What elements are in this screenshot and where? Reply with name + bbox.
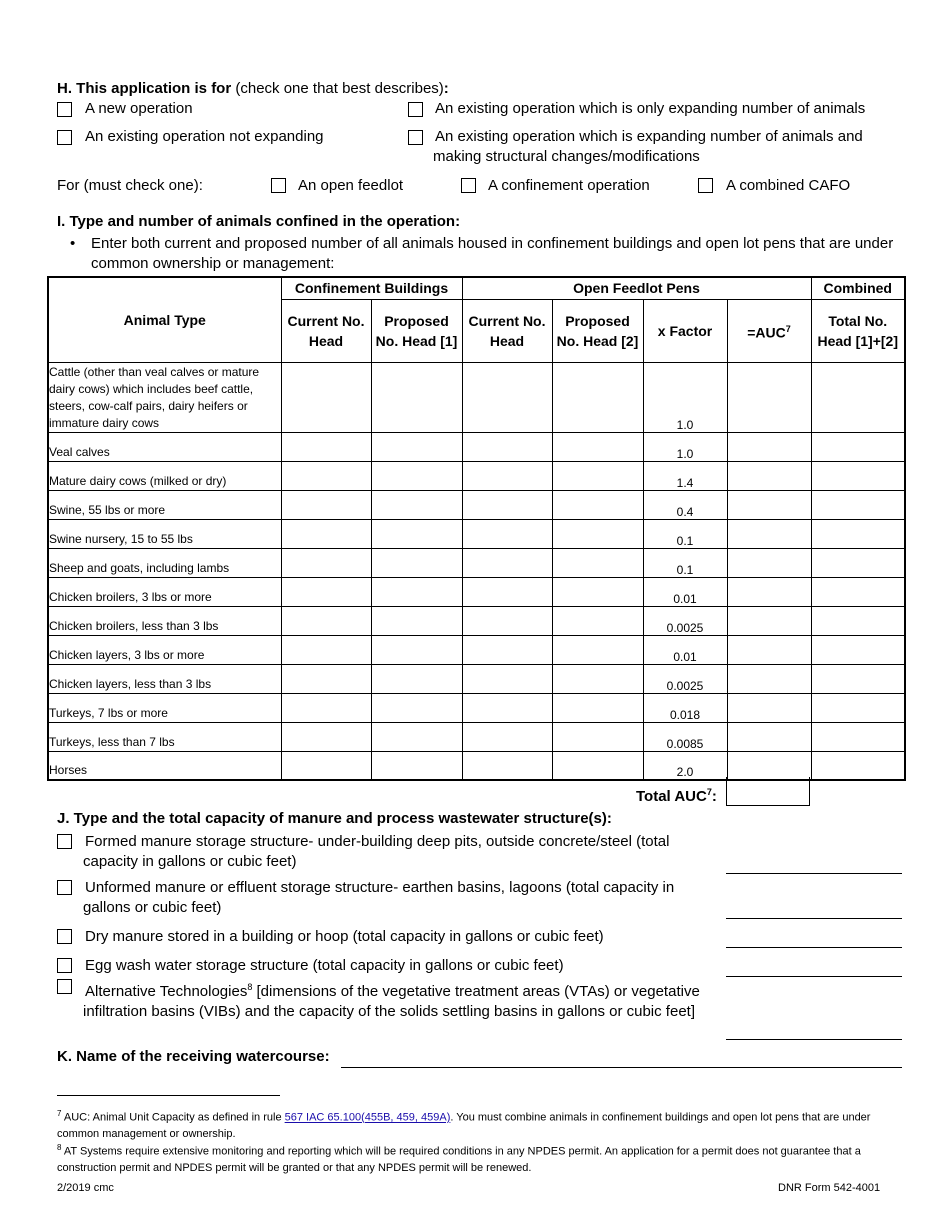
open-proposed-cell[interactable] — [552, 664, 643, 693]
section-i-instruction: Enter both current and proposed number of all animals housed in confinement buildings and open lot pens that are under common ownership or management: — [91, 235, 894, 272]
footer-form-number: DNR Form 542-4001 — [778, 1182, 881, 1194]
x-factor-cell: 0.01 — [643, 635, 727, 664]
open-proposed-cell[interactable] — [552, 461, 643, 490]
animal-type-cell: Turkeys, 7 lbs or more — [48, 693, 281, 722]
open-current-cell[interactable] — [462, 577, 552, 606]
not-expanding-label: An existing operation not expanding — [85, 128, 324, 145]
conf-proposed-cell[interactable] — [371, 751, 462, 780]
open-proposed-cell[interactable] — [552, 432, 643, 461]
total-no-head-cell[interactable] — [811, 577, 905, 606]
open-current-cell[interactable] — [462, 635, 552, 664]
conf-current-cell[interactable] — [281, 461, 371, 490]
total-auc-field[interactable] — [726, 777, 810, 806]
open-current-cell[interactable] — [462, 461, 552, 490]
col-animal-type: Animal Type — [48, 277, 281, 362]
total-no-head-cell[interactable] — [811, 490, 905, 519]
rule-link[interactable]: 567 IAC 65.100(455B, 459, 459A) — [284, 1111, 451, 1124]
x-factor-cell: 1.4 — [643, 461, 727, 490]
conf-proposed-cell[interactable] — [371, 519, 462, 548]
conf-current-cell[interactable] — [281, 362, 371, 432]
animal-type-cell: Horses — [48, 751, 281, 780]
table-row — [48, 577, 905, 606]
total-no-head-cell[interactable] — [811, 751, 905, 780]
open-current-cell[interactable] — [462, 519, 552, 548]
not-expanding-checkbox[interactable] — [57, 130, 72, 145]
total-no-head-cell[interactable] — [811, 693, 905, 722]
bullet-icon: • — [70, 235, 76, 252]
x-factor-cell: 0.018 — [643, 693, 727, 722]
table-row — [48, 664, 905, 693]
col-open-current: Current No. Head — [462, 299, 552, 362]
for-must-check-label: For (must check one): — [57, 177, 203, 194]
egg-wash-checkbox[interactable] — [57, 958, 72, 973]
conf-proposed-cell[interactable] — [371, 635, 462, 664]
open-proposed-cell[interactable] — [552, 751, 643, 780]
conf-current-cell[interactable] — [281, 606, 371, 635]
conf-current-cell[interactable] — [281, 519, 371, 548]
confinement-checkbox[interactable] — [461, 178, 476, 193]
auc-cell[interactable] — [727, 432, 811, 461]
auc-cell[interactable] — [727, 490, 811, 519]
x-factor-cell: 0.01 — [643, 577, 727, 606]
animal-type-cell: Chicken layers, 3 lbs or more — [48, 635, 281, 664]
egg-wash-capacity-field[interactable] — [726, 976, 902, 977]
open-feedlot-checkbox[interactable] — [271, 178, 286, 193]
footnote-7: $^7$ AUC: Animal Unit Capacity as defined in rule 567 IAC 65.100(455B, 459, 459A). You must combine animals in confinement buildings and open lot pens that are under common management or ownership. — [57, 1109, 871, 1140]
table-row — [48, 548, 905, 577]
conf-proposed-cell[interactable] — [371, 432, 462, 461]
combined-cafo-checkbox[interactable] — [698, 178, 713, 193]
animal-type-cell: Sheep and goats, including lambs — [48, 548, 281, 577]
table-row — [48, 490, 905, 519]
auc-cell[interactable] — [727, 519, 811, 548]
open-current-cell[interactable] — [462, 693, 552, 722]
alt-tech-label: Alternative Technologies$^8$ [dimensions of the vegetative treatment areas (VTAs) or vegetative infiltration basins (VIBs) and the capacity of the solids settling basins in gallons or cubic feet] — [83, 982, 700, 1020]
conf-current-cell[interactable] — [281, 577, 371, 606]
open-proposed-cell[interactable] — [552, 606, 643, 635]
auc-cell[interactable] — [727, 606, 811, 635]
x-factor-cell: 0.4 — [643, 490, 727, 519]
new-operation-checkbox[interactable] — [57, 102, 72, 117]
x-factor-cell: 1.0 — [643, 432, 727, 461]
footer-date: 2/2019 cmc — [57, 1182, 114, 1194]
animal-type-cell: Swine nursery, 15 to 55 lbs — [48, 519, 281, 548]
open-proposed-cell[interactable] — [552, 490, 643, 519]
open-proposed-cell[interactable] — [552, 548, 643, 577]
open-proposed-cell[interactable] — [552, 693, 643, 722]
x-factor-cell: 1.0 — [643, 362, 727, 432]
open-proposed-cell[interactable] — [552, 362, 643, 432]
table-row — [48, 693, 905, 722]
total-no-head-cell[interactable] — [811, 548, 905, 577]
animal-type-cell: Chicken broilers, less than 3 lbs — [48, 606, 281, 635]
animal-type-cell: Veal calves — [48, 432, 281, 461]
formed-storage-label: Formed manure storage structure- under-building deep pits, outside concrete/steel (total capacity in gallons or cubic feet) — [83, 833, 670, 870]
open-proposed-cell[interactable] — [552, 577, 643, 606]
footnote-divider — [57, 1095, 280, 1096]
unformed-storage-capacity-field[interactable] — [726, 918, 902, 919]
table-row — [48, 751, 905, 780]
auc-cell[interactable] — [727, 577, 811, 606]
total-auc-label: Total AUC$^7$: — [636, 787, 717, 805]
expanding-animals-checkbox[interactable] — [408, 102, 423, 117]
total-no-head-cell[interactable] — [811, 664, 905, 693]
alt-tech-capacity-field[interactable] — [726, 1039, 902, 1040]
animal-type-cell: Swine, 55 lbs or more — [48, 490, 281, 519]
total-no-head-cell[interactable] — [811, 519, 905, 548]
open-current-cell[interactable] — [462, 664, 552, 693]
footnote-8: $^8$ AT Systems require extensive monitoring and reporting which will be required conditions in any NPDES permit. An application for a permit does not guarantee that a construction permit and NPDES permit will be granted or that any NPDES permit will be renewed. — [57, 1143, 861, 1174]
combined-cafo-label: A combined CAFO — [726, 177, 851, 194]
animal-type-cell: Mature dairy cows (milked or dry) — [48, 461, 281, 490]
table-row — [48, 519, 905, 548]
x-factor-cell: 0.0025 — [643, 606, 727, 635]
egg-wash-label: Egg wash water storage structure (total capacity in gallons or cubic feet) — [85, 957, 564, 974]
conf-current-cell[interactable] — [281, 722, 371, 751]
open-proposed-cell[interactable] — [552, 635, 643, 664]
open-current-cell[interactable] — [462, 751, 552, 780]
unformed-storage-checkbox[interactable] — [57, 880, 72, 895]
conf-proposed-cell[interactable] — [371, 722, 462, 751]
conf-current-cell[interactable] — [281, 432, 371, 461]
section-k-heading: K. Name of the receiving watercourse: — [57, 1048, 330, 1065]
open-current-cell[interactable] — [462, 722, 552, 751]
open-proposed-cell[interactable] — [552, 722, 643, 751]
conf-current-cell[interactable] — [281, 548, 371, 577]
col-open-proposed: Proposed No. Head [2] — [552, 299, 643, 362]
section-i-heading: I. Type and number of animals confined in the operation: — [57, 213, 461, 230]
table-row — [48, 635, 905, 664]
open-proposed-cell[interactable] — [552, 519, 643, 548]
table-row — [48, 362, 905, 432]
x-factor-cell: 2.0 — [643, 751, 727, 780]
conf-current-cell[interactable] — [281, 693, 371, 722]
auc-cell[interactable] — [727, 461, 811, 490]
expanding-structural-label: An existing operation which is expanding number of animals and making structural changes/modifications — [433, 128, 863, 165]
formed-storage-checkbox[interactable] — [57, 834, 72, 849]
total-no-head-cell[interactable] — [811, 722, 905, 751]
animal-type-cell: Turkeys, less than 7 lbs — [48, 722, 281, 751]
conf-proposed-cell[interactable] — [371, 490, 462, 519]
open-current-cell[interactable] — [462, 606, 552, 635]
conf-proposed-cell[interactable] — [371, 693, 462, 722]
open-current-cell[interactable] — [462, 432, 552, 461]
conf-proposed-cell[interactable] — [371, 606, 462, 635]
auc-cell[interactable] — [727, 751, 811, 780]
total-no-head-cell[interactable] — [811, 635, 905, 664]
dry-manure-capacity-field[interactable] — [726, 947, 902, 948]
table-row — [48, 722, 905, 751]
dry-manure-checkbox[interactable] — [57, 929, 72, 944]
col-total-no-head: Total No. Head [1]+[2] — [811, 299, 905, 362]
open-feedlot-label: An open feedlot — [298, 177, 404, 194]
table-row — [48, 606, 905, 635]
col-auc: $=AUC^7$ — [727, 299, 811, 362]
auc-cell[interactable] — [727, 635, 811, 664]
auc-cell[interactable] — [727, 664, 811, 693]
total-no-head-cell[interactable] — [811, 606, 905, 635]
open-current-cell[interactable] — [462, 548, 552, 577]
animal-type-cell: Chicken layers, less than 3 lbs — [48, 664, 281, 693]
table-row — [48, 432, 905, 461]
conf-proposed-cell[interactable] — [371, 362, 462, 432]
auc-cell[interactable] — [727, 693, 811, 722]
conf-current-cell[interactable] — [281, 490, 371, 519]
auc-cell[interactable] — [727, 722, 811, 751]
total-no-head-cell[interactable] — [811, 362, 905, 432]
animal-table — [47, 276, 906, 781]
section-j-heading: J. Type and the total capacity of manure and process wastewater structure(s): — [57, 810, 612, 827]
col-confinement-buildings: Confinement Buildings — [281, 277, 462, 299]
watercourse-name-field[interactable] — [341, 1067, 902, 1068]
conf-current-cell[interactable] — [281, 751, 371, 780]
table-row — [48, 461, 905, 490]
expanding-structural-checkbox[interactable] — [408, 130, 423, 145]
conf-proposed-cell[interactable] — [371, 548, 462, 577]
col-combined: Combined — [811, 277, 905, 299]
col-open-feedlot-pens: Open Feedlot Pens — [462, 277, 811, 299]
conf-proposed-cell[interactable] — [371, 577, 462, 606]
conf-current-cell[interactable] — [281, 635, 371, 664]
unformed-storage-label: Unformed manure or effluent storage structure- earthen basins, lagoons (total capacity in gallons or cubic feet) — [83, 879, 675, 916]
col-conf-current: Current No. Head — [281, 299, 371, 362]
animal-type-cell: Chicken broilers, 3 lbs or more — [48, 577, 281, 606]
conf-proposed-cell[interactable] — [371, 664, 462, 693]
open-current-cell[interactable] — [462, 362, 552, 432]
x-factor-cell: 0.1 — [643, 548, 727, 577]
auc-cell[interactable] — [727, 548, 811, 577]
confinement-label: A confinement operation — [488, 177, 650, 194]
x-factor-cell: 0.0085 — [643, 722, 727, 751]
total-no-head-cell[interactable] — [811, 432, 905, 461]
conf-proposed-cell[interactable] — [371, 461, 462, 490]
animal-type-cell: Cattle (other than veal calves or mature dairy cows) which includes beef cattle, steers, cow-calf pairs, dairy heifers or immature dairy cows — [48, 362, 281, 432]
formed-storage-capacity-field[interactable] — [726, 873, 902, 874]
total-no-head-cell[interactable] — [811, 461, 905, 490]
x-factor-cell: 0.0025 — [643, 664, 727, 693]
expanding-animals-label: An existing operation which is only expanding number of animals — [435, 100, 866, 117]
x-factor-cell: 0.1 — [643, 519, 727, 548]
auc-cell[interactable] — [727, 362, 811, 432]
alt-tech-checkbox[interactable] — [57, 979, 72, 994]
col-x-factor: x Factor — [643, 299, 727, 362]
col-conf-proposed: Proposed No. Head [1] — [371, 299, 462, 362]
conf-current-cell[interactable] — [281, 664, 371, 693]
open-current-cell[interactable] — [462, 490, 552, 519]
dry-manure-label: Dry manure stored in a building or hoop (total capacity in gallons or cubic feet) — [85, 928, 604, 945]
section-h-heading: H. This application is for (check one that best describes): — [57, 80, 449, 97]
new-operation-label: A new operation — [85, 100, 193, 117]
